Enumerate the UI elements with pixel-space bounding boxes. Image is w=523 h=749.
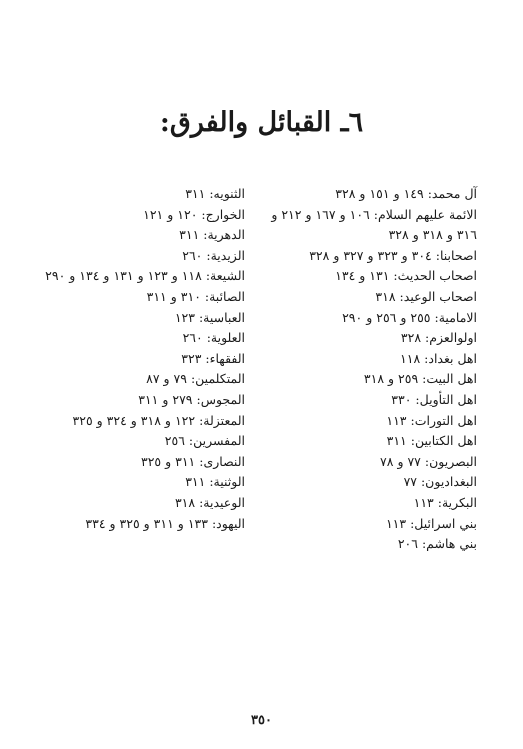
index-entry: المتكلمين: ٧٩ و ٨٧	[146, 371, 245, 387]
index-entry: اصحاب الحديث: ١٣١ و ١٣٤	[335, 268, 477, 284]
index-entry: النصارى: ٣١١ و ٣٢٥	[140, 453, 245, 469]
index-entry: الصائبة: ٣١٠ و ٣١١	[146, 288, 245, 304]
index-entry: اصحابنا: ٣٠٤ و ٣٢٣ و ٣٢٧ و ٣٢٨	[309, 247, 477, 263]
index-entry: الزيدية: ٢٦٠	[182, 247, 245, 263]
index-entry: اولوالعزم: ٣٢٨	[400, 330, 477, 346]
index-entry: اهل الكتابين: ٣١١	[386, 433, 477, 449]
index-entry: آل محمد: ١٤٩ و ١٥١ و ٣٢٨	[335, 186, 477, 201]
index-entry: البكرية: ١١٣	[413, 494, 477, 510]
index-entry: الوثنية: ٣١١	[185, 474, 245, 490]
index-entry: العلوية: ٢٦٠	[182, 330, 245, 346]
index-entry: الشيعة: ١١٨ و ١٢٣ و ١٣١ و ١٣٤ و ٢٩٠	[45, 268, 245, 284]
section-title: ٦ـ القبائل والفرق:	[159, 107, 364, 138]
index-entry: الامامية: ٢٥٥ و ٢٥٦ و ٢٩٠	[342, 309, 477, 325]
index-entry: بني هاشم: ٢٠٦	[397, 536, 477, 552]
index-entry: العباسية: ١٢٣	[174, 309, 245, 325]
index-entry: البغداديون: ٧٧	[403, 474, 477, 490]
index-column-right	[252, 184, 477, 555]
page-number: ٣٥٠	[251, 713, 272, 728]
index-entry: ٣١٦ و ٣١٨ و ٣٢٨	[388, 227, 477, 243]
index-entry: اهل التأويل: ٣٣٠	[391, 391, 477, 407]
index-entry: المفسرين: ٢٥٦	[164, 433, 245, 449]
index-column-left	[15, 184, 245, 534]
index-entry: الخوارج: ١٢٠ و ١٢١	[143, 206, 245, 222]
index-entry: الائمة عليهم السلام: ١٠٦ و ١٦٧ و ٢١٢ و	[271, 206, 477, 222]
index-entry: بني اسرائيل: ١١٣	[385, 515, 477, 531]
index-entry: اصحاب الوعيد: ٣١٨	[375, 288, 477, 304]
index-entry: اهل التورات: ١١٣	[386, 412, 477, 428]
index-entry: الثنويه: ٣١١	[185, 186, 245, 201]
index-entry: الوعيدية: ٣١٨	[174, 494, 245, 510]
index-entry: الفقهاء: ٣٢٣	[181, 350, 245, 366]
index-entry: المعتزلة: ١٢٢ و ٣١٨ و ٣٢٤ و ٣٢٥	[72, 412, 245, 428]
index-entry: اليهود: ١٣٣ و ٣١١ و ٣٢٥ و ٣٣٤	[85, 515, 245, 531]
index-entry: المجوس: ٢٧٩ و ٣١١	[138, 391, 245, 407]
index-entry: الدهرية: ٣١١	[179, 227, 245, 243]
index-entry: البصريون: ٧٧ و ٧٨	[380, 453, 477, 469]
index-entry: اهل البيت: ٢٥٩ و ٣١٨	[363, 371, 477, 387]
index-entry: اهل بغداد: ١١٨	[400, 350, 477, 366]
